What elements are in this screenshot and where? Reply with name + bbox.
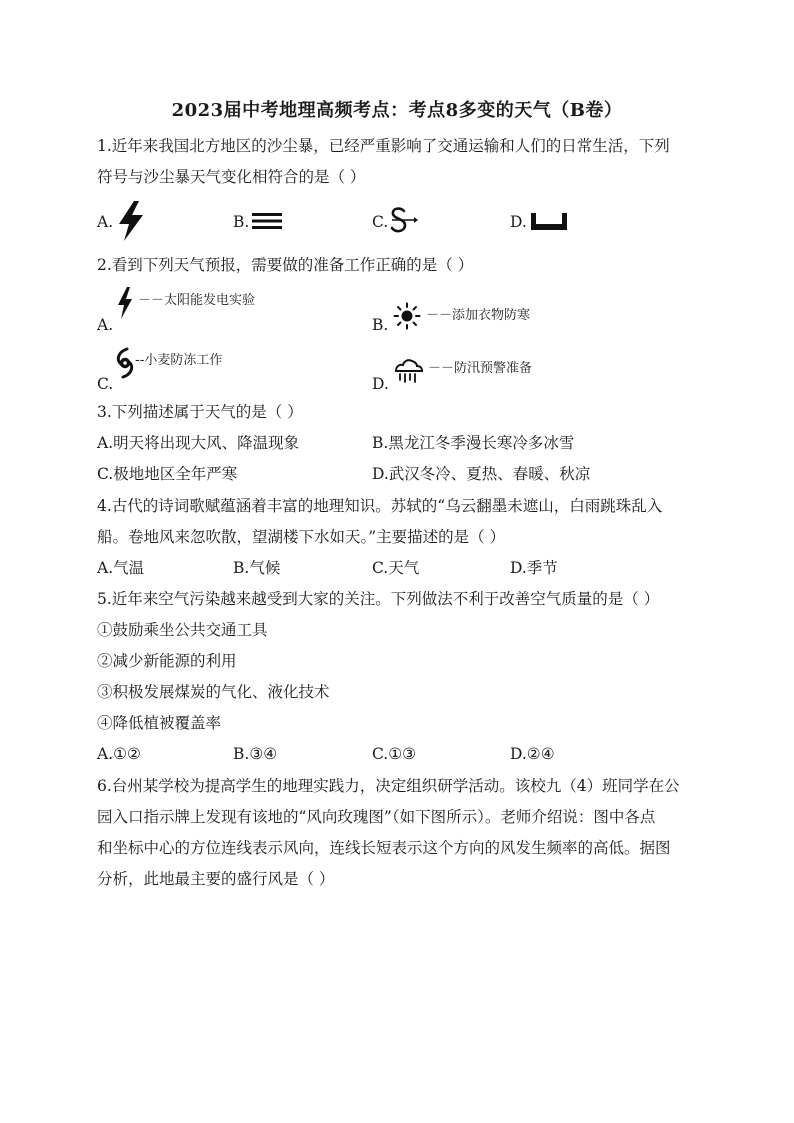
q2-option-b-note: －－添加衣物防寒 bbox=[426, 308, 531, 323]
q2-option-c-label: C. bbox=[97, 375, 114, 393]
sandstorm-icon bbox=[388, 205, 418, 237]
q2-option-d-label: D. bbox=[372, 375, 389, 393]
q3-option-b: B.黑龙江冬季漫长寒冷多冰雪 bbox=[372, 434, 575, 452]
q6-line3: 和坐标中心的方位连线表示风向，连线长短表示这个方向的风发生频率的高低。据图 bbox=[97, 839, 671, 857]
q1-line2: 符号与沙尘暴天气变化相符合的是（ ） bbox=[97, 168, 366, 186]
q5-option-a: A.①② bbox=[97, 745, 141, 763]
q5-option-b: B.③④ bbox=[233, 745, 278, 763]
lightning-icon bbox=[114, 200, 148, 242]
q4-option-d: D.季节 bbox=[510, 559, 558, 577]
q1-line1: 1.近年来我国北方地区的沙尘暴，已经严重影响了交通运输和人们的日常生活，下列 bbox=[97, 137, 670, 155]
q4-line1: 4.古代的诗词歌赋蕴涵着丰富的地理知识。苏轼的“乌云翻墨未遮山，白雨跳珠乱入 bbox=[97, 497, 663, 515]
q4-option-c: C.天气 bbox=[372, 559, 420, 577]
q3-option-c: C.极地地区全年严寒 bbox=[97, 465, 238, 483]
q6-line4: 分析，此地最主要的盛行风是（ ） bbox=[97, 870, 335, 888]
q1-option-d-label: D. bbox=[510, 213, 527, 231]
q3-option-d: D.武汉冬冷、夏热、春暖、秋凉 bbox=[372, 465, 591, 483]
q2-option-b-label: B. bbox=[372, 316, 389, 334]
q1-option-b-label: B. bbox=[233, 213, 250, 231]
q3-option-a: A.明天将出现大风、降温现象 bbox=[97, 434, 300, 452]
floating-dust-icon bbox=[528, 210, 570, 234]
q5-item-1: ①鼓励乘坐公共交通工具 bbox=[97, 621, 268, 639]
q2-option-a-label: A. bbox=[97, 316, 114, 334]
q5-item-3: ③积极发展煤炭的气化、液化技术 bbox=[97, 683, 330, 701]
q5-option-d: D.②④ bbox=[510, 745, 555, 763]
q5-item-4: ④降低植被覆盖率 bbox=[97, 714, 222, 732]
q1-option-a-label: A. bbox=[97, 213, 114, 231]
q2-line1: 2.看到下列天气预报，需要做的准备工作正确的是（ ） bbox=[97, 256, 474, 274]
q1-option-c-label: C. bbox=[372, 213, 389, 231]
q5-option-c: C.①③ bbox=[372, 745, 417, 763]
q3-line1: 3.下列描述属于天气的是（ ） bbox=[97, 403, 303, 421]
q6-line2: 园入口指示牌上发现有该地的“风向玫瑰图”（如下图所示）。老师介绍说：图中各点 bbox=[97, 808, 656, 826]
fog-icon bbox=[250, 211, 284, 231]
page-title: 2023届中考地理高频考点：考点8多变的天气（B卷） bbox=[171, 100, 623, 121]
thunderstorm-icon bbox=[392, 357, 424, 385]
q4-option-b: B.气候 bbox=[233, 559, 281, 577]
q5-line1: 5.近年来空气污染越来越受到大家的关注。下列做法不利于改善空气质量的是（ ） bbox=[97, 590, 660, 608]
lightning-icon bbox=[115, 286, 135, 320]
q6-line1: 6.台州某学校为提高学生的地理实践力，决定组织研学活动。该校九（4）班同学在公 bbox=[97, 777, 680, 795]
q2-option-d-note: －－防汛预警准备 bbox=[428, 361, 533, 376]
q2-option-c-note: --小麦防冻工作 bbox=[135, 353, 223, 368]
q5-item-2: ②减少新能源的利用 bbox=[97, 652, 237, 670]
q4-line2: 船。卷地风来忽吹散，望湖楼下水如天。”主要描述的是（ ） bbox=[97, 528, 506, 546]
q4-option-a: A.气温 bbox=[97, 559, 145, 577]
q2-option-a-note: －－太阳能发电实验 bbox=[138, 293, 256, 308]
sun-icon bbox=[392, 302, 422, 330]
